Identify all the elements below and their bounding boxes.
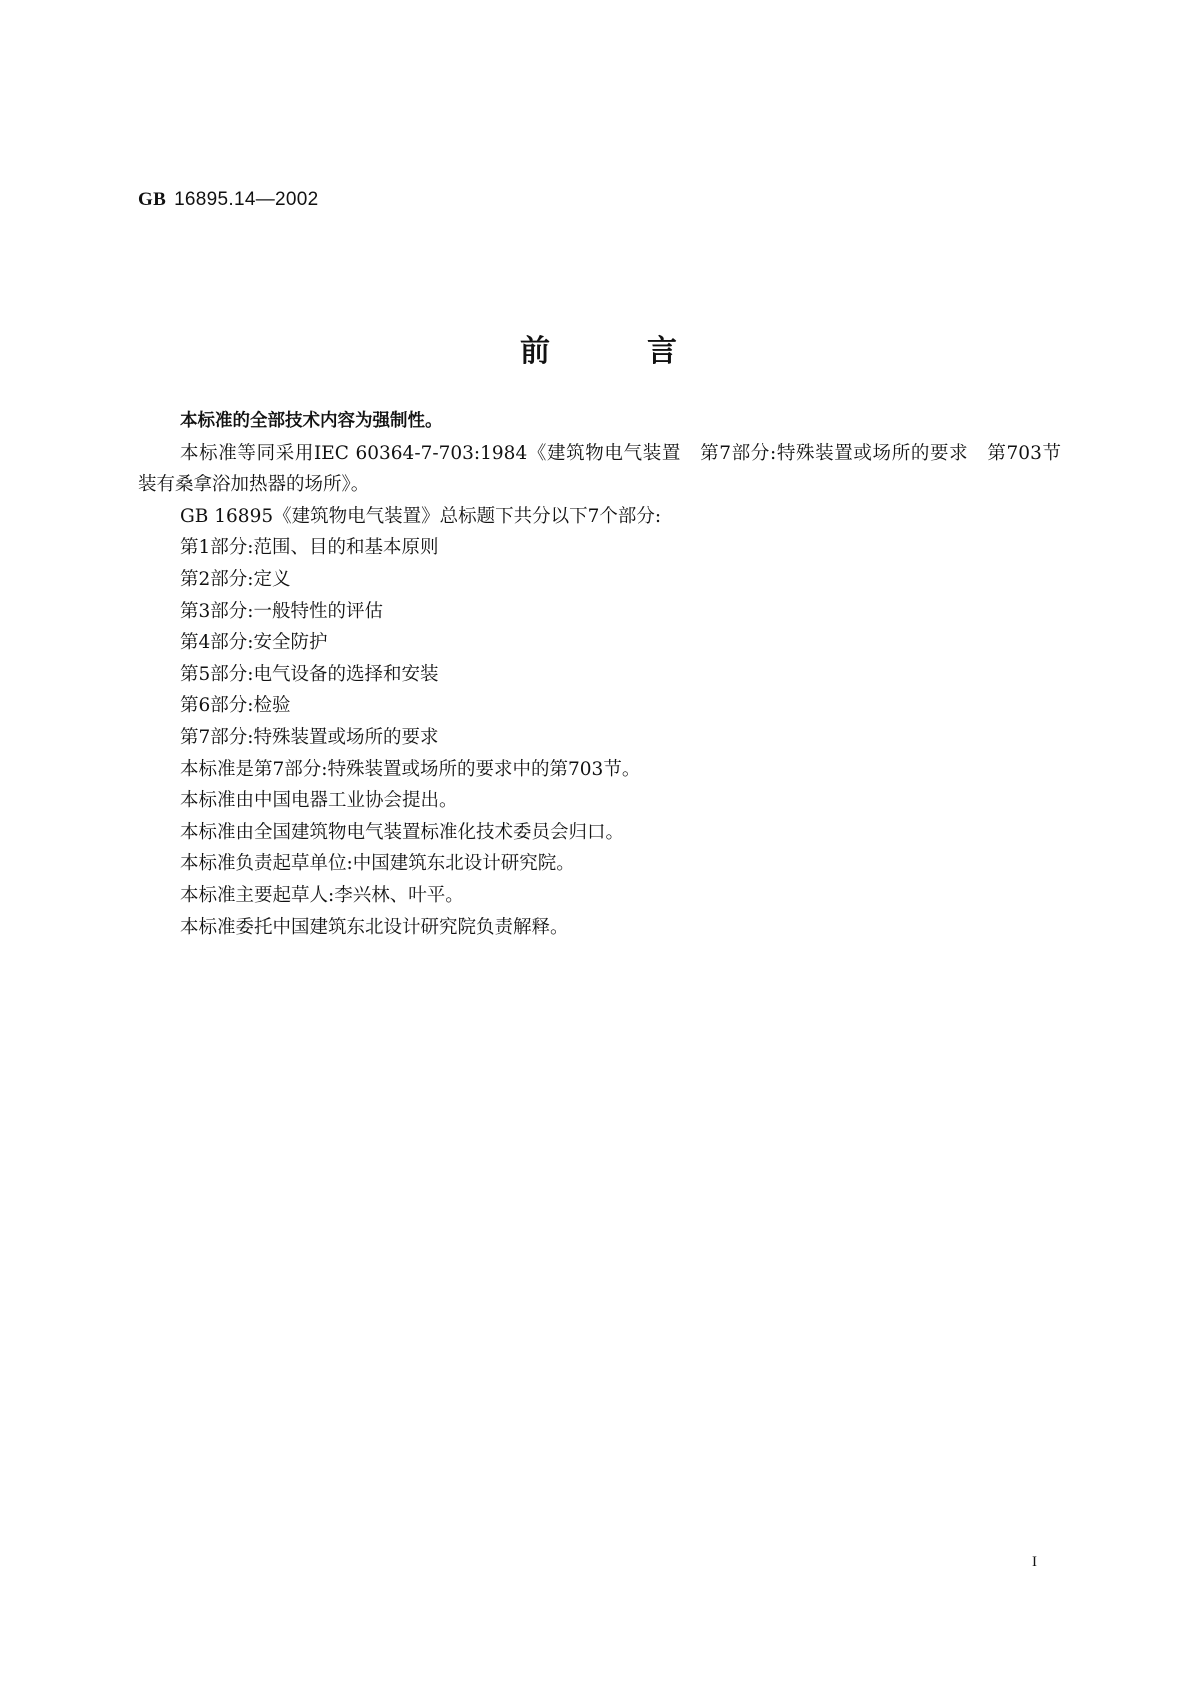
standard-prefix: GB: [138, 189, 167, 210]
interpretation-statement: 本标准委托中国建筑东北设计研究院负责解释。: [180, 916, 569, 938]
part-list-item: 第6部分:检验: [180, 695, 291, 717]
part-list-item: 第7部分:特殊装置或场所的要求: [180, 726, 439, 748]
drafters-statement: 本标准主要起草人:李兴林、叶平。: [180, 884, 464, 906]
series-intro: GB 16895《建筑物电气装置》总标题下共分以下7个部分:: [180, 505, 662, 527]
part-list-item: 第1部分:范围、目的和基本原则: [180, 537, 439, 559]
part-list-item: 第4部分:安全防护: [180, 632, 328, 654]
drafting-unit-statement: 本标准负责起草单位:中国建筑东北设计研究院。: [180, 853, 575, 875]
standard-number-header: [138, 188, 318, 211]
part-list-item: 第2部分:定义: [180, 568, 291, 590]
adoption-statement: 本标准等同采用IEC 60364-7-703:1984《建筑物电气装置 第7部分:特殊装置或场所的要求 第703节 装有桑拿浴加热器的场所》。: [138, 442, 1080, 496]
page-title: 前言: [520, 334, 774, 369]
mandatory-statement: 本标准的全部技术内容为强制性。: [180, 411, 443, 431]
part-list-item: 第5部分:电气设备的选择和安装: [180, 663, 439, 685]
page-number: I: [1032, 1554, 1037, 1570]
section-statement: 本标准是第7部分:特殊装置或场所的要求中的第703节。: [180, 758, 641, 780]
standard-number: 16895.14—2002: [174, 189, 319, 210]
committee-statement: 本标准由全国建筑物电气装置标准化技术委员会归口。: [180, 821, 625, 843]
foreword-body: [138, 406, 1080, 943]
proposer-statement: 本标准由中国电器工业协会提出。: [180, 790, 458, 812]
part-list-item: 第3部分:一般特性的评估: [180, 600, 384, 622]
